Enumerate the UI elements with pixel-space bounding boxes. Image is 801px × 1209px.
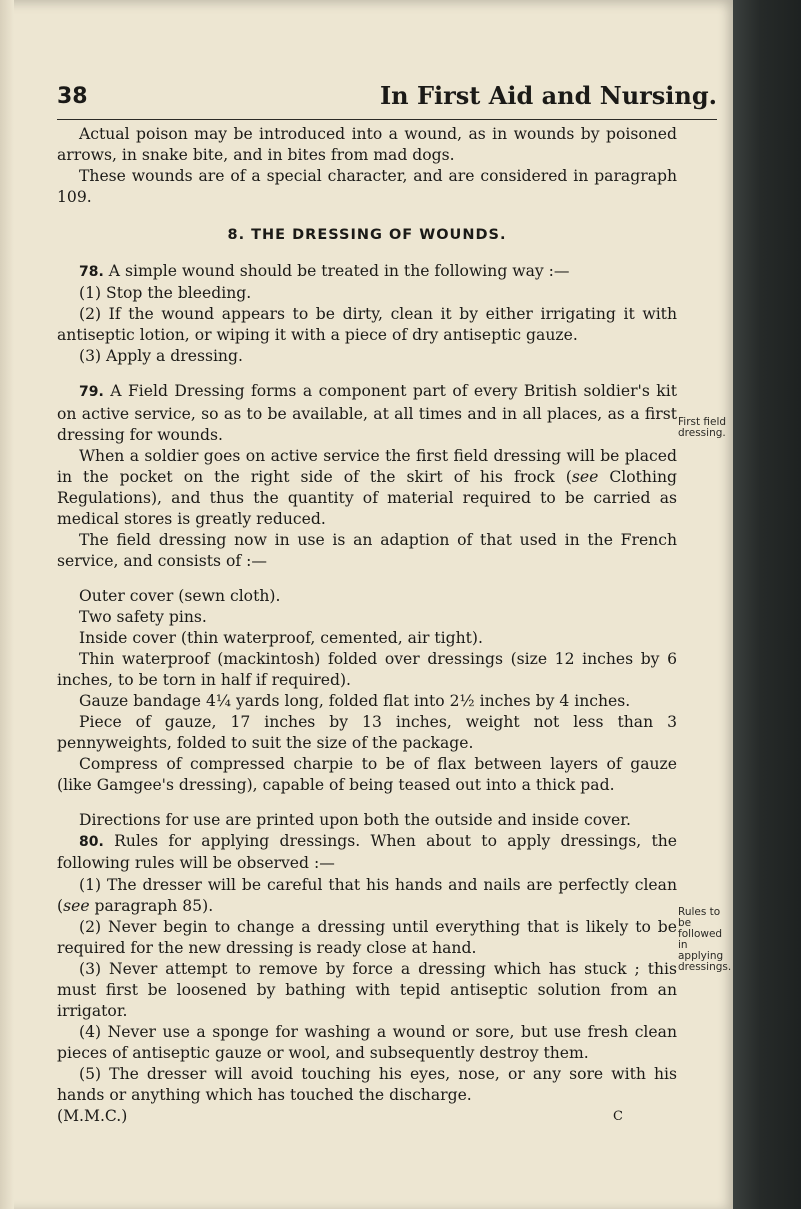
paragraph-number: 79. <box>79 384 104 401</box>
list-item: Inside cover (thin waterproof, cemented, air tight). <box>79 628 483 647</box>
paragraph-number: 80. <box>79 834 104 851</box>
page-header <box>57 81 717 118</box>
paragraph-number: 78. <box>79 264 104 281</box>
header-rule <box>57 119 717 120</box>
footer-line <box>57 1106 677 1127</box>
list-item: Compress of compressed charpie to be of flax between layers of gauze (like Gamgee's dressing), capable of being teased out into a thick pad. <box>57 755 677 795</box>
paragraph-text: Rules for applying dressings. When about to apply dressings, the following rules will be observed :— <box>57 832 677 873</box>
section-title: 8. THE DRESSING OF WOUNDS. <box>227 227 507 244</box>
page-edge <box>0 0 14 1209</box>
list-item: (1) Stop the bleeding. <box>79 284 252 303</box>
list-item: Gauze bandage 4¼ yards long, folded flat into 2½ inches by 4 inches. <box>79 692 631 711</box>
list-item: Two safety pins. <box>79 607 207 626</box>
margin-note-rules: Rules to be followed in applying dressings. <box>678 906 732 973</box>
running-head: In First Aid and Nursing. <box>379 81 717 110</box>
list-item: (4) Never use a sponge for washing a wound or sore, but use fresh clean pieces of antiseptic gauze or wool, and subsequently destroy them. <box>57 1022 677 1062</box>
paragraph: Directions for use are printed upon both the outside and inside cover. <box>79 811 631 830</box>
list-item: (1) The dresser will be careful that his hands and nails are perfectly clean (see paragraph 85). <box>57 875 677 915</box>
list-item: (3) Apply a dressing. <box>79 347 243 366</box>
signature-mark: (M.M.C.) <box>57 1107 128 1126</box>
paragraph: These wounds are of a special character, and are considered in paragraph 109. <box>57 167 677 207</box>
paragraph: The field dressing now in use is an adaption of that used in the French service, and consists of :— <box>57 530 677 570</box>
list-item: Thin waterproof (mackintosh) folded over dressings (size 12 inches by 6 inches, to be torn in half if required). <box>57 650 677 690</box>
list-item: (2) Never begin to change a dressing until everything that is likely to be required for the new dressing is ready close at hand. <box>57 917 677 957</box>
list-item: (2) If the wound appears to be dirty, clean it by either irrigating it with antiseptic lotion, or wiping it with a piece of dry antiseptic gauze. <box>57 305 677 345</box>
book-cover-edge <box>733 0 801 1209</box>
paragraph-80 <box>57 831 677 874</box>
printer-mark: C <box>613 1109 623 1125</box>
list-item: Outer cover (sewn cloth). <box>79 586 281 605</box>
paragraph-text: A Field Dressing forms a component part of every British soldier's kit on active service, so as to be available, at all times and in all places, as a first dressing for wounds. <box>57 382 677 444</box>
margin-note-field-dressing: First field dressing. <box>678 416 727 439</box>
paragraph-79 <box>57 381 677 445</box>
list-item: (5) The dresser will avoid touching his eyes, nose, or any sore with his hands or anything which has touched the discharge. <box>57 1064 677 1104</box>
paragraph: Actual poison may be introduced into a wound, as in wounds by poisoned arrows, in snake bite, and in bites from mad dogs. <box>57 125 677 165</box>
page-body <box>57 124 677 1127</box>
paragraph-78 <box>57 261 677 283</box>
page-number: 38 <box>57 84 88 109</box>
list-item: Piece of gauze, 17 inches by 13 inches, weight not less than 3 pennyweights, folded to suit the size of the package. <box>57 713 677 753</box>
paragraph-text: A simple wound should be treated in the following way :— <box>108 262 570 281</box>
paragraph: When a soldier goes on active service the first field dressing will be placed in the pocket on the right side of the skirt of his frock (see Clothing Regulations), and thus the quantity of material required to be carried as medical stores is greatly reduced. <box>57 446 677 528</box>
list-item: (3) Never attempt to remove by force a dressing which has stuck ; this must first be loosened by bathing with tepid antiseptic solution from an irrigator. <box>57 959 677 1020</box>
